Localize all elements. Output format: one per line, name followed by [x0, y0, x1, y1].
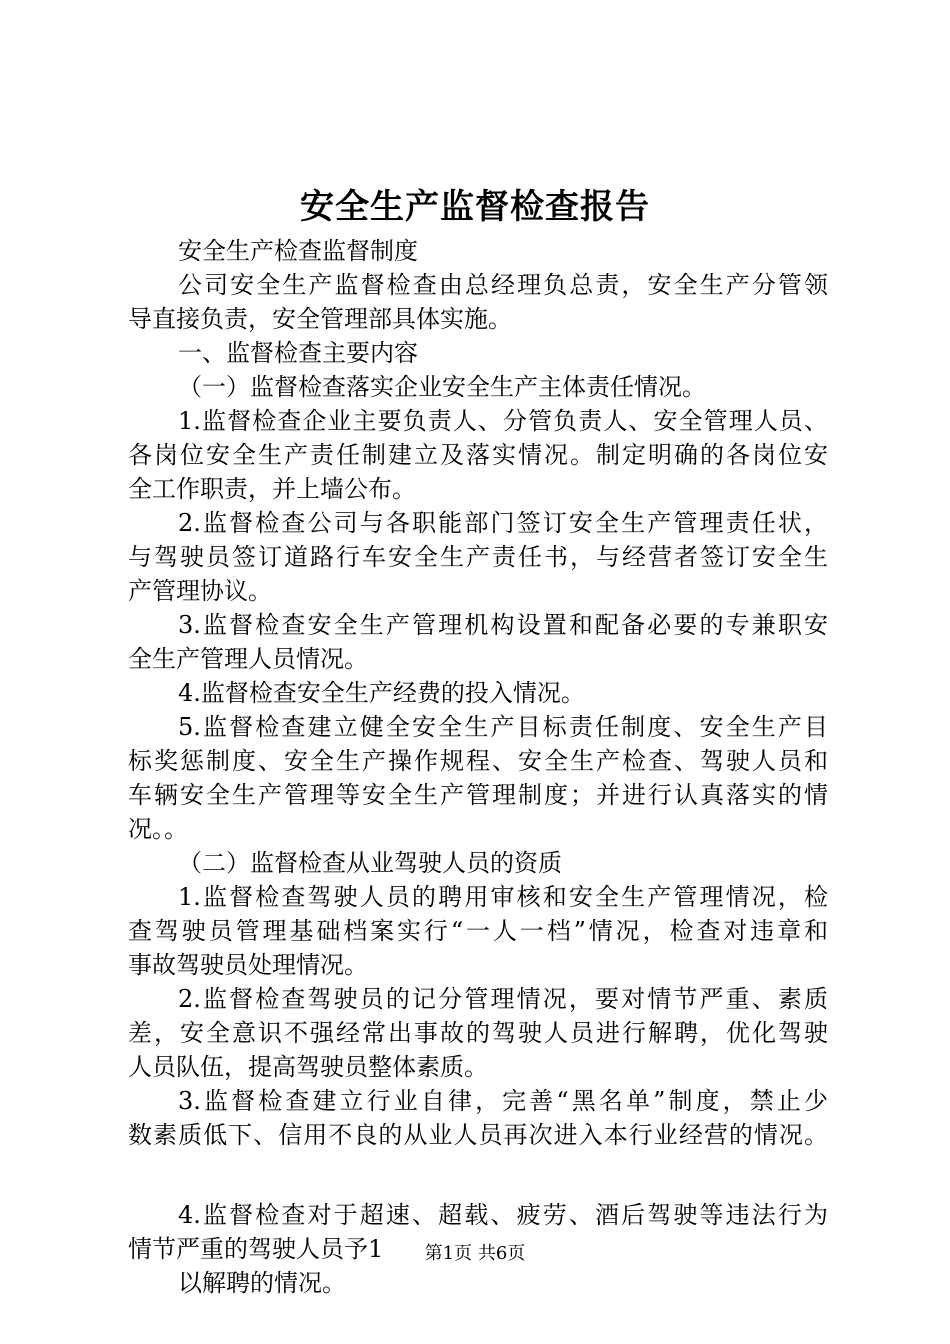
text-line: 差，安全意识不强经常出事故的驾驶人员进行解聘，优化驾驶: [128, 1019, 828, 1047]
text-line: 全工作职责，并上墙公布。: [128, 475, 416, 503]
text-line: 一、监督检查主要内容: [178, 339, 418, 367]
text-line: 3.监督检查建立行业自律，完善“黑名单”制度，禁止少: [178, 1087, 828, 1115]
text-line: 与驾驶员签订道路行车安全生产责任书，与经营者签订安全生: [128, 543, 828, 571]
text-line: 4.监督检查对于超速、超载、疲劳、酒后驾驶等违法行为: [178, 1201, 828, 1229]
text-line: 3.监督检查安全生产管理机构设置和配备必要的专兼职安: [178, 611, 828, 639]
document-body: [128, 234, 828, 1300]
text-line: （二）监督检查从业驾驶人员的资质: [178, 849, 562, 877]
text-line: 标奖惩制度、安全生产操作规程、安全生产检查、驾驶人员和: [128, 747, 828, 775]
text-line: 查驾驶员管理基础档案实行“一人一档”情况，检查对违章和: [128, 917, 828, 945]
text-line: 车辆安全生产管理等安全生产管理制度；并进行认真落实的情: [128, 781, 828, 809]
text-line: 4.监督检查安全生产经费的投入情况。: [178, 679, 585, 707]
text-line: 全生产管理人员情况。: [128, 645, 368, 673]
text-line: （一）监督检查落实企业安全生产主体责任情况。: [178, 373, 706, 401]
text-line: 1.监督检查企业主要负责人、分管负责人、安全管理人员、: [178, 407, 828, 435]
text-line: 数素质低下、信用不良的从业人员再次进入本行业经营的情况。: [128, 1121, 828, 1149]
text-line: 情节严重的驾驶人员予1: [128, 1235, 384, 1263]
text-line: 各岗位安全生产责任制建立及落实情况。制定明确的各岗位安: [128, 441, 828, 469]
text-line: 以解聘的情况。: [178, 1269, 346, 1297]
text-line: 况。。: [128, 815, 188, 843]
text-line: 人员队伍，提高驾驶员整体素质。: [128, 1053, 488, 1081]
text-line: 产管理协议。: [128, 577, 272, 605]
document-title: 安全生产监督检查报告: [300, 187, 650, 227]
text-line: 1.监督检查驾驶人员的聘用审核和安全生产管理情况，检: [178, 883, 828, 911]
text-line: 事故驾驶员处理情况。: [128, 951, 368, 979]
paragraph-gap: [128, 1152, 828, 1198]
text-line: 2.监督检查驾驶员的记分管理情况，要对情节严重、素质: [178, 985, 828, 1013]
text-line: 公司安全生产监督检查由总经理负总责，安全生产分管领: [178, 271, 828, 299]
page-number-footer: 第1页 共6页: [424, 1243, 526, 1264]
text-line: 2.监督检查公司与各职能部门签订安全生产管理责任状，: [178, 509, 828, 537]
text-line: 5.监督检查建立健全安全生产目标责任制度、安全生产目: [178, 713, 828, 741]
text-line: 导直接负责，安全管理部具体实施。: [128, 305, 512, 333]
text-line: 安全生产检查监督制度: [178, 237, 418, 265]
